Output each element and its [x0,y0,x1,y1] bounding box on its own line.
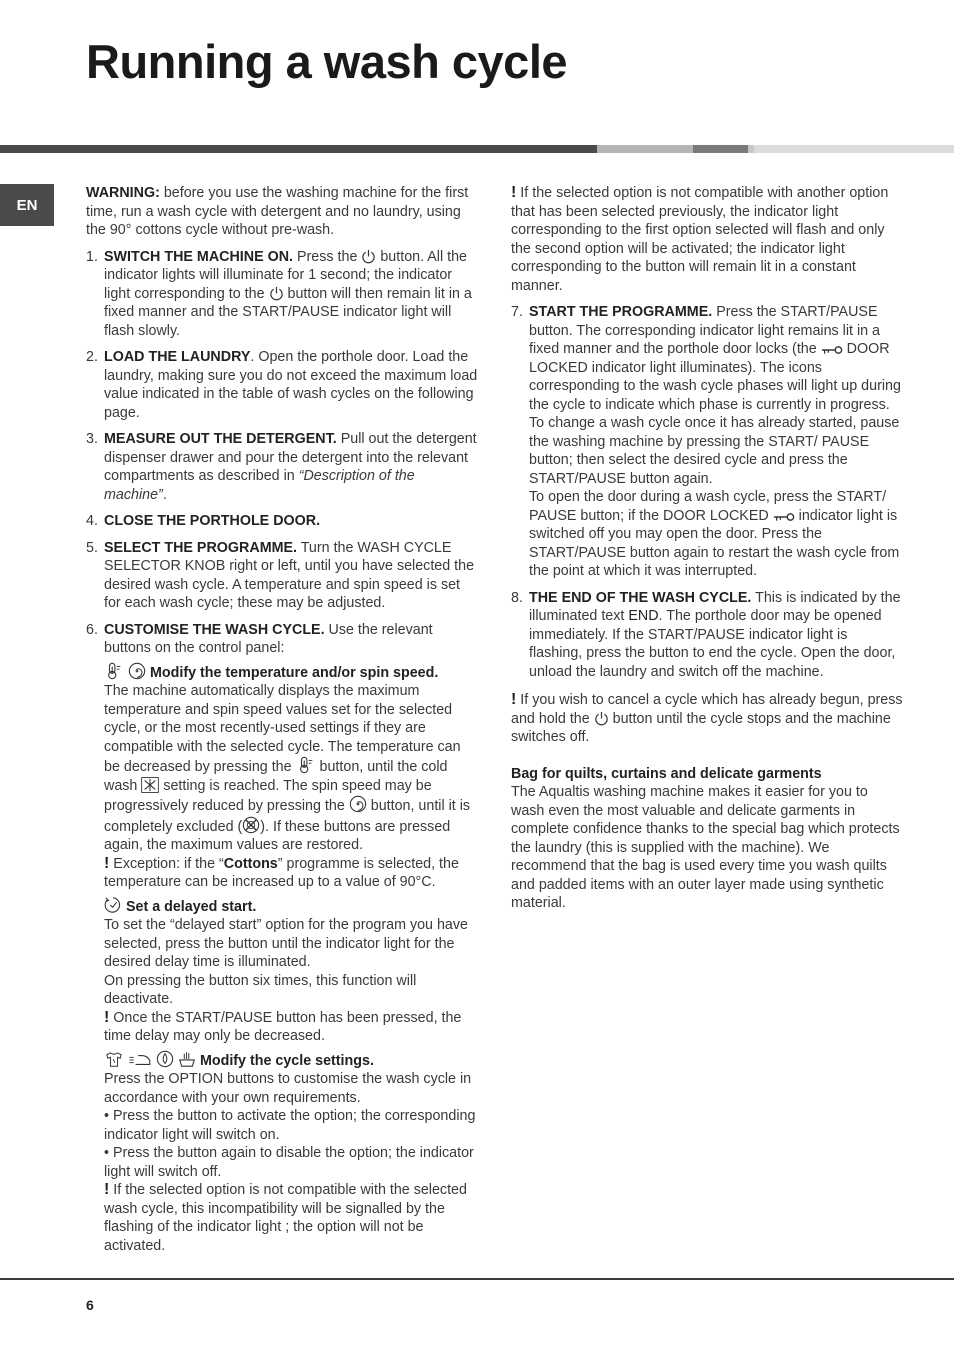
list-item: 7. START THE PROGRAMME. Press the START/PAUSE button. The corresponding indicator light remains lit in a fixed manner and the porthole door locks (the DOOR LOCKED indicator light illuminates). The icons corresponding to the wash cycle phases will light up during the cycle to indicate which phase is currently in progress. To change a wash cycle once it has already started, pause the washing machine by pressing the START/ PAUSE button; then select the desired cycle and press the START/PAUSE button again. To open the door during a wash cycle, press the START/ PAUSE button; if the DOOR LOCKED indicator light is switched off you may open the door. Press the START/PAUSE button again to restart the wash cycle from the point at which it was interrupted. [511,304,901,579]
power-icon [594,711,609,726]
power-icon [269,286,284,301]
steps-list [86,248,478,1256]
left-column [86,184,478,1263]
stain-icon [156,1050,174,1068]
delay-note: ! Once the START/PAUSE button has been pressed, the time delay may only be decreased. [104,1008,462,1044]
incompatible-option-note: ! If the selected option is not compatible with another option that has been selected previously, the indicator light corresponding to the first option selected will flash and only the second option will be activated; the indicator light corresponding to the button will remain lit in a constant manner. [511,184,889,294]
exception-note: ! Exception: if the “Cottons” programme is selected, the temperature can be increased up to a value of 90°C. [104,854,459,890]
shirt-icon [104,1052,124,1068]
header-rule-segment [754,145,954,153]
warning-paragraph: WARNING: before you use the washing machine for the first time, run a wash cycle with detergent and no laundry, using the 90° cottons cycle without pre-wash. [86,185,469,238]
header-rule-segment [597,145,693,153]
list-item: 6. CUSTOMISE THE WASH CYCLE. Use the relevant buttons on the control panel: Modify the temperature and/or spin speed. The machine automatically displays the maximum temperature and spin speed values set for the selected cycle, or the most recently-used settings if they are compatible with the selected cycle. The temperature can be decreased by pressing the button, until the cold wash setting is reached. The spin speed may be progressively reduced by pressing the button, until it is completely excluded ( ). If these buttons are pressed again, the maximum values are restored. ! Exception: if the “Cottons” programme is selected, the temperature can be increased up to a value of 90°C. Set a delayed start. To set the “delayed start” option for the program you have selected, press the button until the indicator light for the desired delay time is illuminated. On pressing the button six times, this function will deactivate. ! Once the START/PAUSE button has been pressed, the time delay may only be decreased. Modify the cycle settings. Press the OPTION buttons to customise the wash cycle in accordance with your own requirements. • Press the button to activate the option; the corresponding indicator light will switch on. • Press the button again to disable the option; the indicator light will switch off. ! If the selected option is not compatible with the selected wash cycle, this incompatibility will be signalled by the flashing of the indicator light ; the option will not be activated. [86,621,478,1256]
thermometer-icon [104,662,124,680]
thermometer-icon [296,756,316,774]
delayed-start-heading: Set a delayed start. [104,896,478,917]
key-lock-icon [773,511,795,523]
iron-icon [128,1052,152,1068]
steps-list-continued [511,303,903,681]
bag-text: The Aqualtis washing machine makes it easier for you to wash even the most valuable and delicate garments in complete confidence thanks to the special bag which protects the laundry (this is supplied with the machine). We recommend that the bag is used every time you wash quilts and padded items with an outer layer made using synthetic material. [511,784,900,911]
hand-wash-icon [178,1050,196,1068]
temperature-spin-text: The machine automatically displays the maximum temperature and spin speed values set for the selected cycle, or the most recently-used settings if they are compatible with the selected cycle. The temperature can be decreased by pressing the button, until the cold wash setting is reached. The spin speed may be progressively reduced by pressing the button, until it is completely excluded ( ). If these buttons are pressed again, the maximum values are restored. [104,683,471,853]
delay-timer-icon [104,896,122,914]
key-lock-icon [821,344,843,356]
list-item: 5. SELECT THE PROGRAMME. Turn the WASH CYCLE SELECTOR KNOB right or left, until you have selected the desired wash cycle. A temperature and spin speed is set for each wash cycle; these may be adjusted. [86,539,475,611]
page-number: 6 [86,1297,94,1313]
warning-label: WARNING: [86,185,160,201]
page-title: Running a wash cycle [86,35,568,88]
language-tab: EN [0,184,54,226]
incompatible-cycle-note: ! If the selected option is not compatible with the selected wash cycle, this incompatibility will be signalled by the flashing of the indicator light ; the option will not be activated. [104,1181,467,1254]
list-item: 1. SWITCH THE MACHINE ON. Press the button. All the indicator lights will illuminate for 1 second; the indicator light corresponding to the button will then remain lit in a fixed manner and the START/PAUSE indicator light will flash slowly. [86,248,472,339]
power-icon [361,249,376,264]
right-column [511,184,903,913]
bag-heading: Bag for quilts, curtains and delicate garments [511,765,822,782]
snowflake-icon [141,777,159,793]
list-item: 2. LOAD THE LAUNDRY. Open the porthole door. Load the laundry, making sure you do not exceed the maximum load value indicated in the table of wash cycles on the following page. [86,349,478,421]
no-spin-icon [242,816,260,834]
spin-icon [128,662,146,680]
cancel-cycle-note: ! If you wish to cancel a cycle which has already begun, press and hold the button until the cycle stops and the machine switches off. [511,691,903,745]
cycle-settings-heading: Modify the cycle settings. [104,1050,478,1071]
footer-rule [0,1278,954,1280]
header-rule-segment [693,145,748,153]
temperature-spin-heading: Modify the temperature and/or spin speed. [104,662,478,683]
list-item: 4. CLOSE THE PORTHOLE DOOR. [86,513,321,529]
list-item: 3. MEASURE OUT THE DETERGENT. Pull out the detergent dispenser drawer and pour the detergent into the relevant compartments as described in “Description of the machine”. [86,431,477,503]
spin-icon [349,795,367,813]
list-item: 8. THE END OF THE WASH CYCLE. This is indicated by the illuminated text END. The porthole door may be opened immediately. If the START/PAUSE indicator light is flashing, press the button to end the cycle. Open the door, unload the laundry and switch off the machine. [511,589,901,680]
header-rule [0,145,597,153]
